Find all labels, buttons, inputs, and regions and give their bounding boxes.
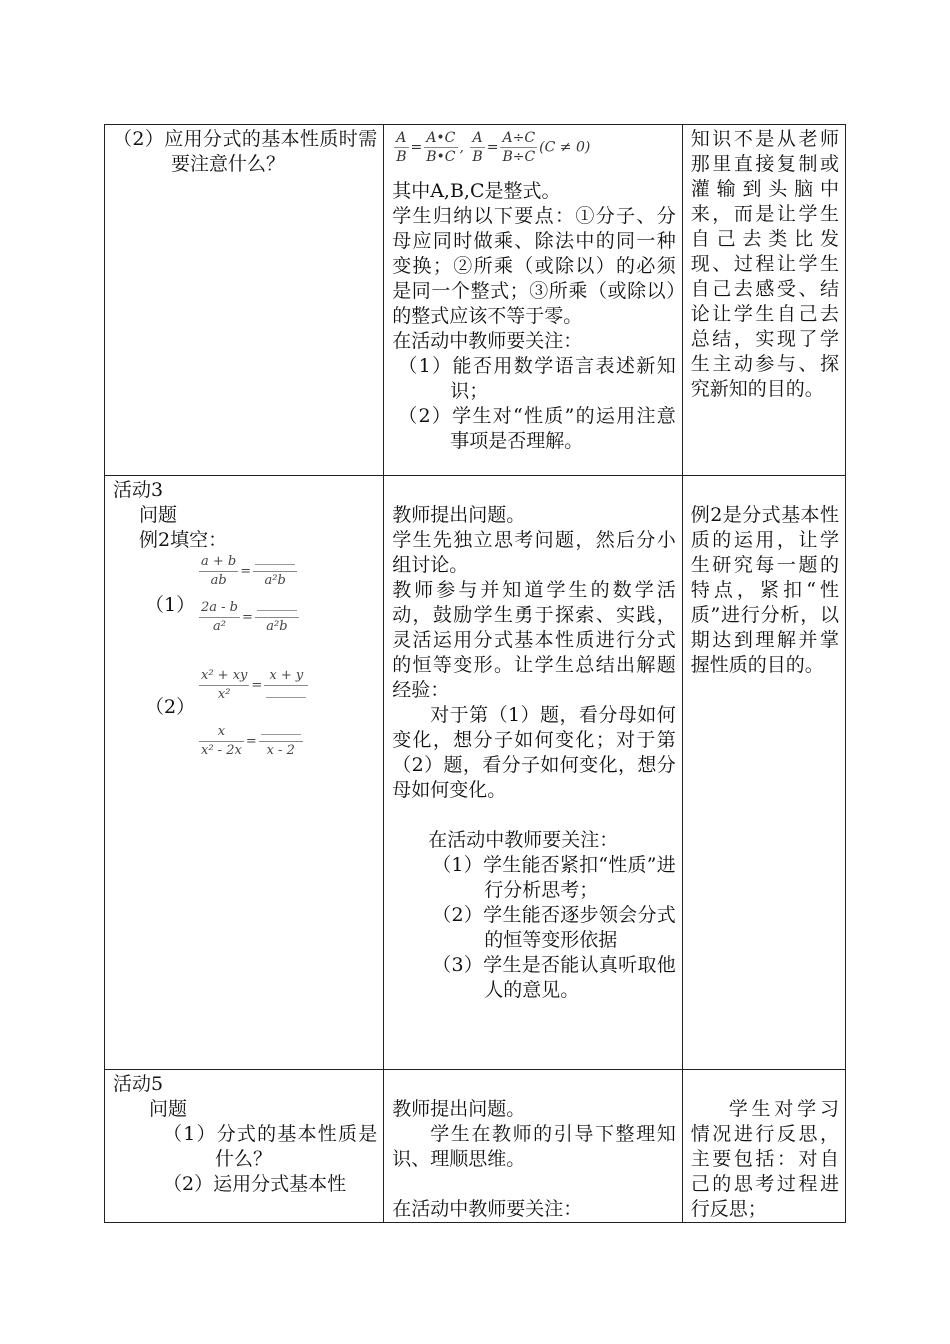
question-text: （2）应用分式的基本性质时需要注意什么？ <box>113 128 378 175</box>
activity-label: 活动5 <box>113 1073 164 1095</box>
process-text: 教师提出问题。 <box>392 1098 526 1120</box>
process-cell <box>384 125 683 476</box>
sub-label: （1） <box>145 594 196 616</box>
example-math: （1） （2） $\frac{a + b}{ab}$ = a²b $\frac{2a - b}{\text{a²}}$ = a²b $\frac{\text{x² + xy}}{\text{x²}}$ = x + y <box>113 553 377 723</box>
fraction-property-formula: $\frac{A}{B}$ = $\frac{A•C}{B•C}$ , $\frac{A}{B}$ = $\frac{A\div C}{B\div C}$ (C ≠ 0) <box>396 130 591 165</box>
integer-note: 其中A,B,C是整式。 <box>392 180 561 202</box>
activity-cell: 活动3 问题 例2填空： （1） （2） $\frac{a + b}{ab}$ = a²b $\frac{2a - b}{\text{a²}}$ = a²b $\frac{\text{x² + xy}}{\text{x²}}$ = x + y $\frac{x}{\text{x² - 2x}}$ = x - 2 <box>105 476 384 1070</box>
intent-text: 知识不是从老师那里直接复制或灌输到头脑中来，而是让学生自己去类比发现、过程让学生自己去感受、结论让学生自己去总结，实现了学生主动参与、探究新知的目的。 <box>690 128 839 400</box>
math-denominator: x - 2 <box>266 743 295 758</box>
sub-label: （2） <box>145 696 196 718</box>
process-cell <box>384 476 683 1070</box>
math-numerator: x + y <box>264 667 308 686</box>
math-numerator: a + b <box>199 553 238 572</box>
question-text: （2）运用分式基本性 <box>163 1173 347 1195</box>
intent-cell <box>682 476 845 1070</box>
math-numerator: x <box>199 723 244 742</box>
math-numerator: 2a - b <box>199 599 240 618</box>
intent-text: 学生对学习情况进行反思，主要包括：对自己的思考过程进行反思； <box>690 1098 839 1220</box>
process-text: 教师提出问题。 <box>392 504 526 526</box>
process-text: 学生先独立思考问题，然后分小组讨论。 <box>392 529 676 576</box>
math-denominator: x² <box>217 687 231 702</box>
process-text: 对于第（1）题，看分母如何变化，想分子如何变化；对于第（2）题，看分子如何变化，想分母如何变化。 <box>392 704 676 801</box>
process-text: 教师参与并知道学生的数学活动，鼓励学生勇于探索、实践，灵活运用分式基本性质进行分式的恒等变形。让学生总结出解题经验： <box>392 579 676 701</box>
focus-item: （1）能否用数学语言表述新知识； <box>398 355 676 402</box>
math-denominator: a²b <box>266 619 288 634</box>
process-cell <box>384 1070 683 1223</box>
focus-item: （2）学生对“性质”的运用注意事项是否理解。 <box>398 405 676 452</box>
focus-title: 在活动中教师要关注： <box>428 829 619 851</box>
lesson-plan-table <box>104 124 846 1223</box>
math-denominator: a²b <box>264 573 286 588</box>
problem-label: 问题 <box>149 1098 188 1120</box>
focus-item: （2）学生能否逐步领会分式的恒等变形依据 <box>432 904 676 951</box>
math-numerator: x² + xy <box>199 667 249 686</box>
process-text: 学生在教师的引导下整理知识、理顺思维。 <box>392 1123 676 1170</box>
summary-text: 学生归纳以下要点：①分子、分母应同时做乘、除法中的同一种变换；②所乘（或除以）的必须是同一个整式；③所乘（或除以）的整式应该不等于零。 <box>392 205 676 327</box>
activity-cell <box>105 1070 384 1223</box>
problem-label: 问题 <box>139 504 178 526</box>
activity-label: 活动3 <box>113 479 164 501</box>
math-denominator: a² <box>213 619 226 634</box>
table-row <box>105 476 846 1070</box>
focus-title: 在活动中教师要关注： <box>392 330 583 352</box>
activity-cell <box>105 125 384 476</box>
math-denominator: x² - 2x <box>201 743 242 758</box>
focus-item: （1）学生能否紧扣“性质”进行分析思考； <box>432 854 676 901</box>
focus-title: 在活动中教师要关注： <box>392 1198 583 1220</box>
table-row <box>105 125 846 476</box>
intent-text: 例2是分式基本性质的运用，让学生研究每一题的特点，紧扣“性质”进行分析，以期达到理解并掌握性质的目的。 <box>690 504 839 676</box>
question-text: （1）分式的基本性质是什么？ <box>163 1123 378 1170</box>
math-denominator: ab <box>210 573 227 588</box>
intent-cell <box>682 125 845 476</box>
intent-cell <box>682 1070 845 1223</box>
example-label: 例2填空： <box>139 529 228 551</box>
formula-condition: (C ≠ 0) <box>539 139 591 156</box>
table-row <box>105 1070 846 1223</box>
focus-item: （3）学生是否能认真听取他人的意见。 <box>432 954 676 1001</box>
